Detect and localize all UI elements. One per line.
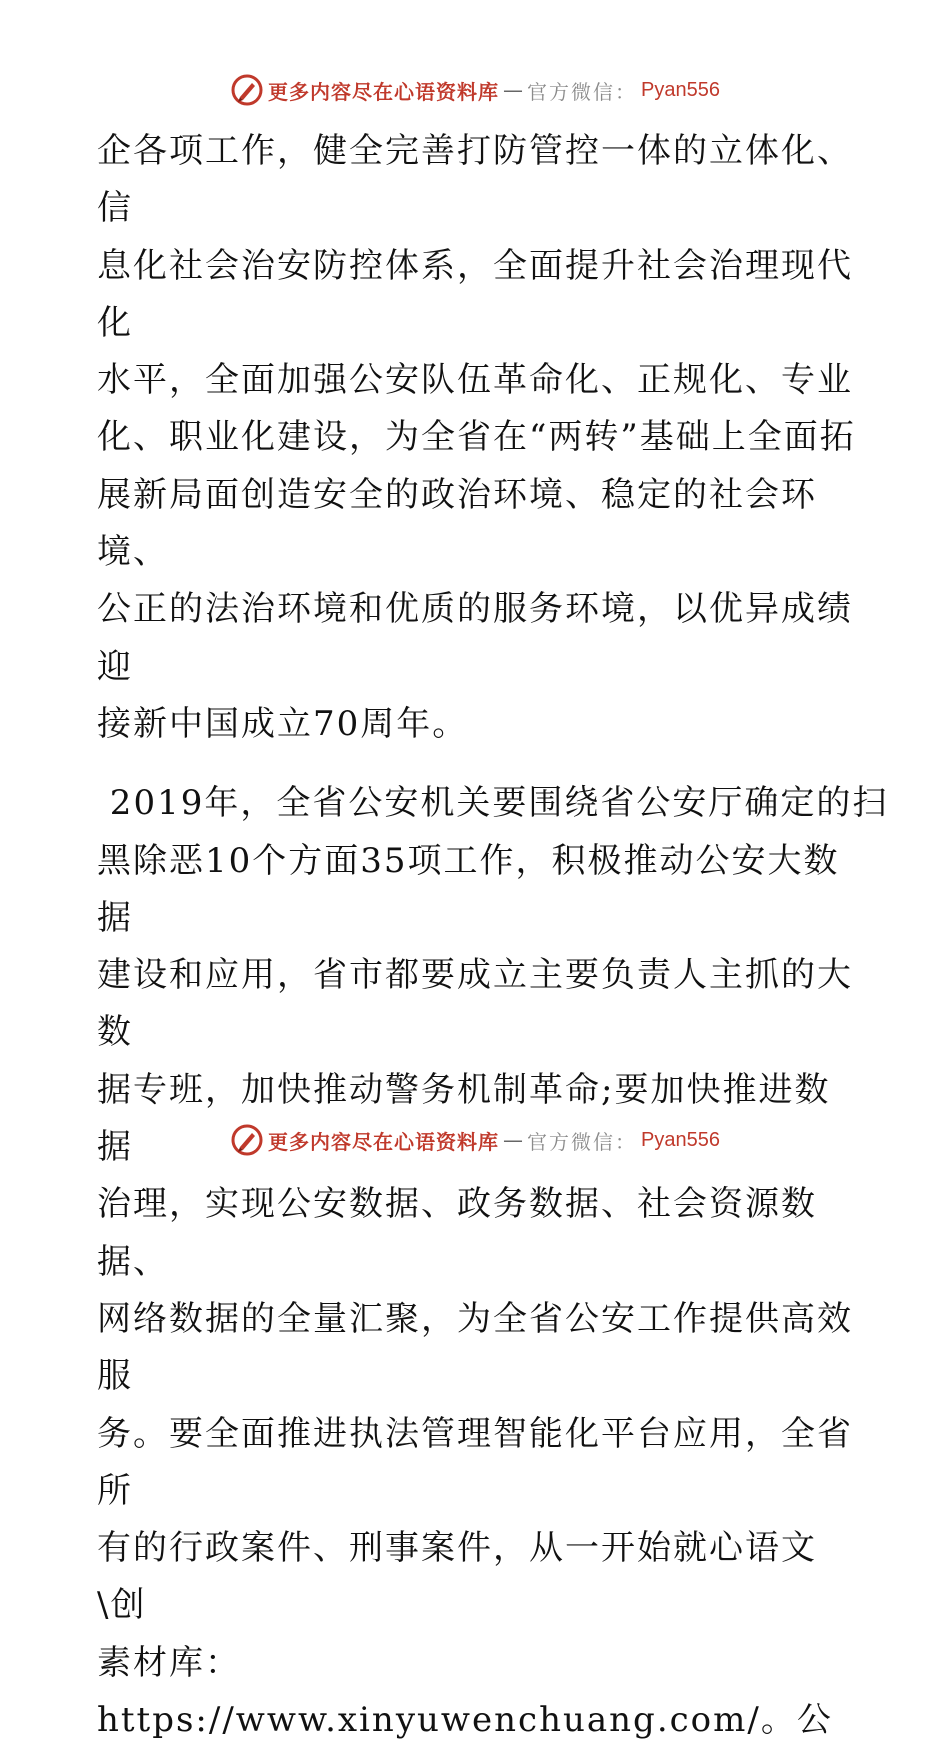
banner-wechat-id: Pyan556: [641, 1128, 720, 1151]
text-line: 据专班，加快推动警务机制革命;要加快推进数据: [97, 1069, 831, 1168]
text-line: 化、职业化建设，为全省在“两转”基础上全面拓: [97, 417, 856, 458]
document-body: [97, 123, 889, 1749]
text-line: 建设和应用，省市都要成立主要负责人主抓的大数: [97, 955, 853, 1053]
text-line: 企各项工作，健全完善打防管控一体的立体化、信: [97, 131, 853, 229]
pen-in-circle-logo-icon: [230, 1123, 264, 1157]
text-line: 黑除恶10个方面35项工作，积极推动公安大数据: [97, 840, 840, 938]
text-line: 务。要全面推进执法管理智能化平台应用，全省所: [97, 1413, 853, 1511]
banner-main-text: 更多内容尽在心语资料库: [268, 79, 500, 104]
banner-wechat-label: 官方微信：: [527, 79, 638, 104]
banner-separator: —: [503, 78, 524, 102]
text-line: 水平，全面加强公安队伍革命化、正规化、专业: [97, 360, 853, 401]
text-line: 有的行政案件、刑事案件，从一开始就心语文\创: [97, 1528, 817, 1626]
banner-separator: —: [503, 1128, 524, 1152]
paragraph-1: [97, 123, 857, 753]
text-line: 接新中国成立70周年。: [97, 703, 469, 744]
text-line: 素材库：https://www.xinyuwenchuang.com/。公: [97, 1642, 833, 1741]
banner-wechat-label: 官方微信：: [527, 1129, 638, 1154]
text-line: 网络数据的全量汇聚，为全省公安工作提供高效服: [97, 1298, 853, 1397]
paragraph-2: [97, 775, 889, 1749]
text-line: 展新局面创造安全的政治环境、稳定的社会环境、: [97, 474, 817, 573]
banner-wechat-id: Pyan556: [641, 78, 720, 101]
text-line: 治理，实现公安数据、政务数据、社会资源数据、: [97, 1184, 817, 1282]
header-watermark-banner: [0, 70, 950, 110]
text-line: 息化社会治安防控体系，全面提升社会治理现代化: [97, 245, 853, 343]
banner-main-text: 更多内容尽在心语资料库: [268, 1129, 500, 1154]
text-line: 2019年，全省公安机关要围绕省公安厅确定的扫: [97, 783, 889, 824]
text-line: 公正的法治环境和优质的服务环境，以优异成绩迎: [97, 589, 853, 687]
pen-in-circle-logo-icon: [230, 73, 264, 107]
footer-watermark-banner: [0, 1120, 950, 1160]
